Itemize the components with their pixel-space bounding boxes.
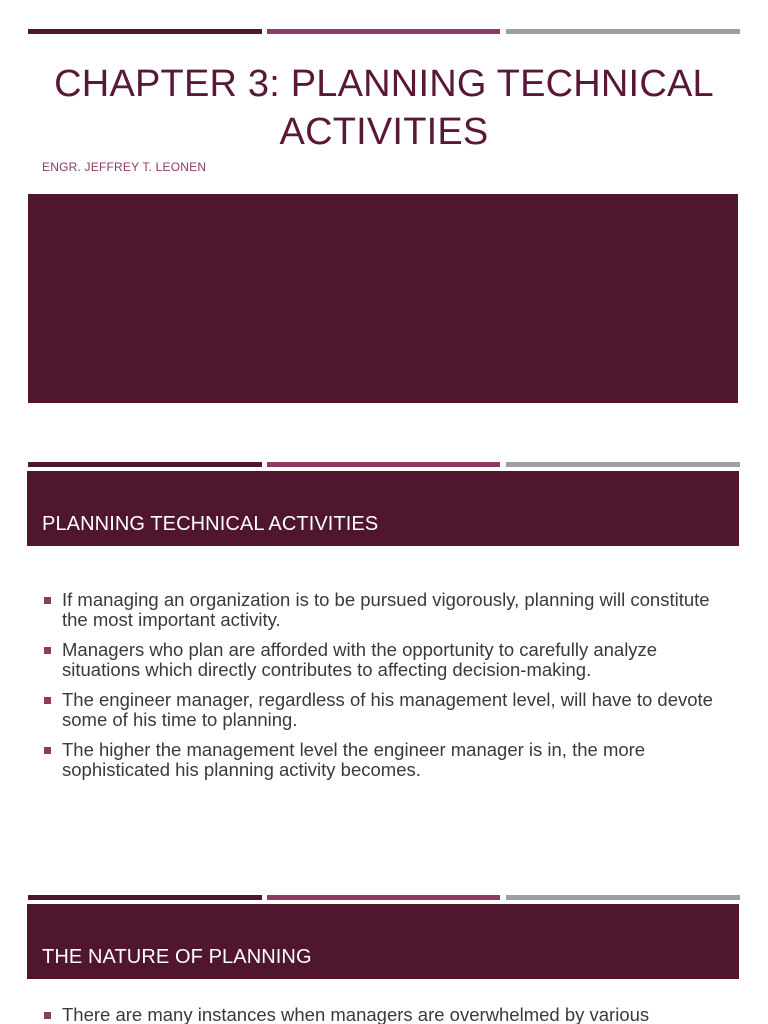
square-bullet-icon: [44, 697, 51, 704]
bullet-item: [42, 740, 732, 780]
bullet-item: [42, 640, 732, 680]
bullet-list: [42, 1005, 732, 1024]
bullet-item: [42, 1005, 732, 1024]
accent-stripes-slide3: [28, 895, 740, 900]
section-header-band: [27, 904, 739, 979]
stripe-magenta: [267, 895, 500, 900]
stripe-magenta: [267, 29, 500, 34]
stripe-gray: [506, 462, 740, 467]
bullet-text: The engineer manager, regardless of his management level, will have to devote some of his time to planning.: [62, 689, 713, 730]
section-header-title: PLANNING TECHNICAL ACTIVITIES: [42, 513, 379, 535]
slide-author: ENGR. JEFFREY T. LEONEN: [42, 160, 207, 174]
stripe-gray: [506, 895, 740, 900]
bullet-text: There are many instances when managers are overwhelmed by various: [62, 1004, 650, 1024]
title-color-block: [28, 194, 738, 403]
accent-stripes-top: [28, 29, 740, 34]
stripe-plum: [28, 29, 262, 34]
stripe-magenta: [267, 462, 500, 467]
section-header-band: [27, 471, 739, 546]
bullet-text: If managing an organization is to be pursued vigorously, planning will constitute the most important activity.: [62, 589, 710, 630]
bullet-item: [42, 590, 732, 630]
stripe-plum: [28, 895, 262, 900]
section-header-title: THE NATURE OF PLANNING: [42, 946, 312, 968]
square-bullet-icon: [44, 747, 51, 754]
square-bullet-icon: [44, 597, 51, 604]
bullet-item: [42, 690, 732, 730]
bullet-text: Managers who plan are afforded with the opportunity to carefully analyze situations which directly contributes to affecting decision-making.: [62, 639, 658, 680]
stripe-gray: [506, 29, 740, 34]
accent-stripes-slide2: [28, 462, 740, 467]
slide-title: CHAPTER 3: PLANNING TECHNICAL ACTIVITIES: [54, 63, 714, 153]
bullet-text: The higher the management level the engineer manager is in, the more sophisticated his planning activity becomes.: [62, 739, 646, 780]
stripe-plum: [28, 462, 262, 467]
square-bullet-icon: [44, 1012, 51, 1019]
bullet-list: [42, 590, 732, 790]
square-bullet-icon: [44, 647, 51, 654]
